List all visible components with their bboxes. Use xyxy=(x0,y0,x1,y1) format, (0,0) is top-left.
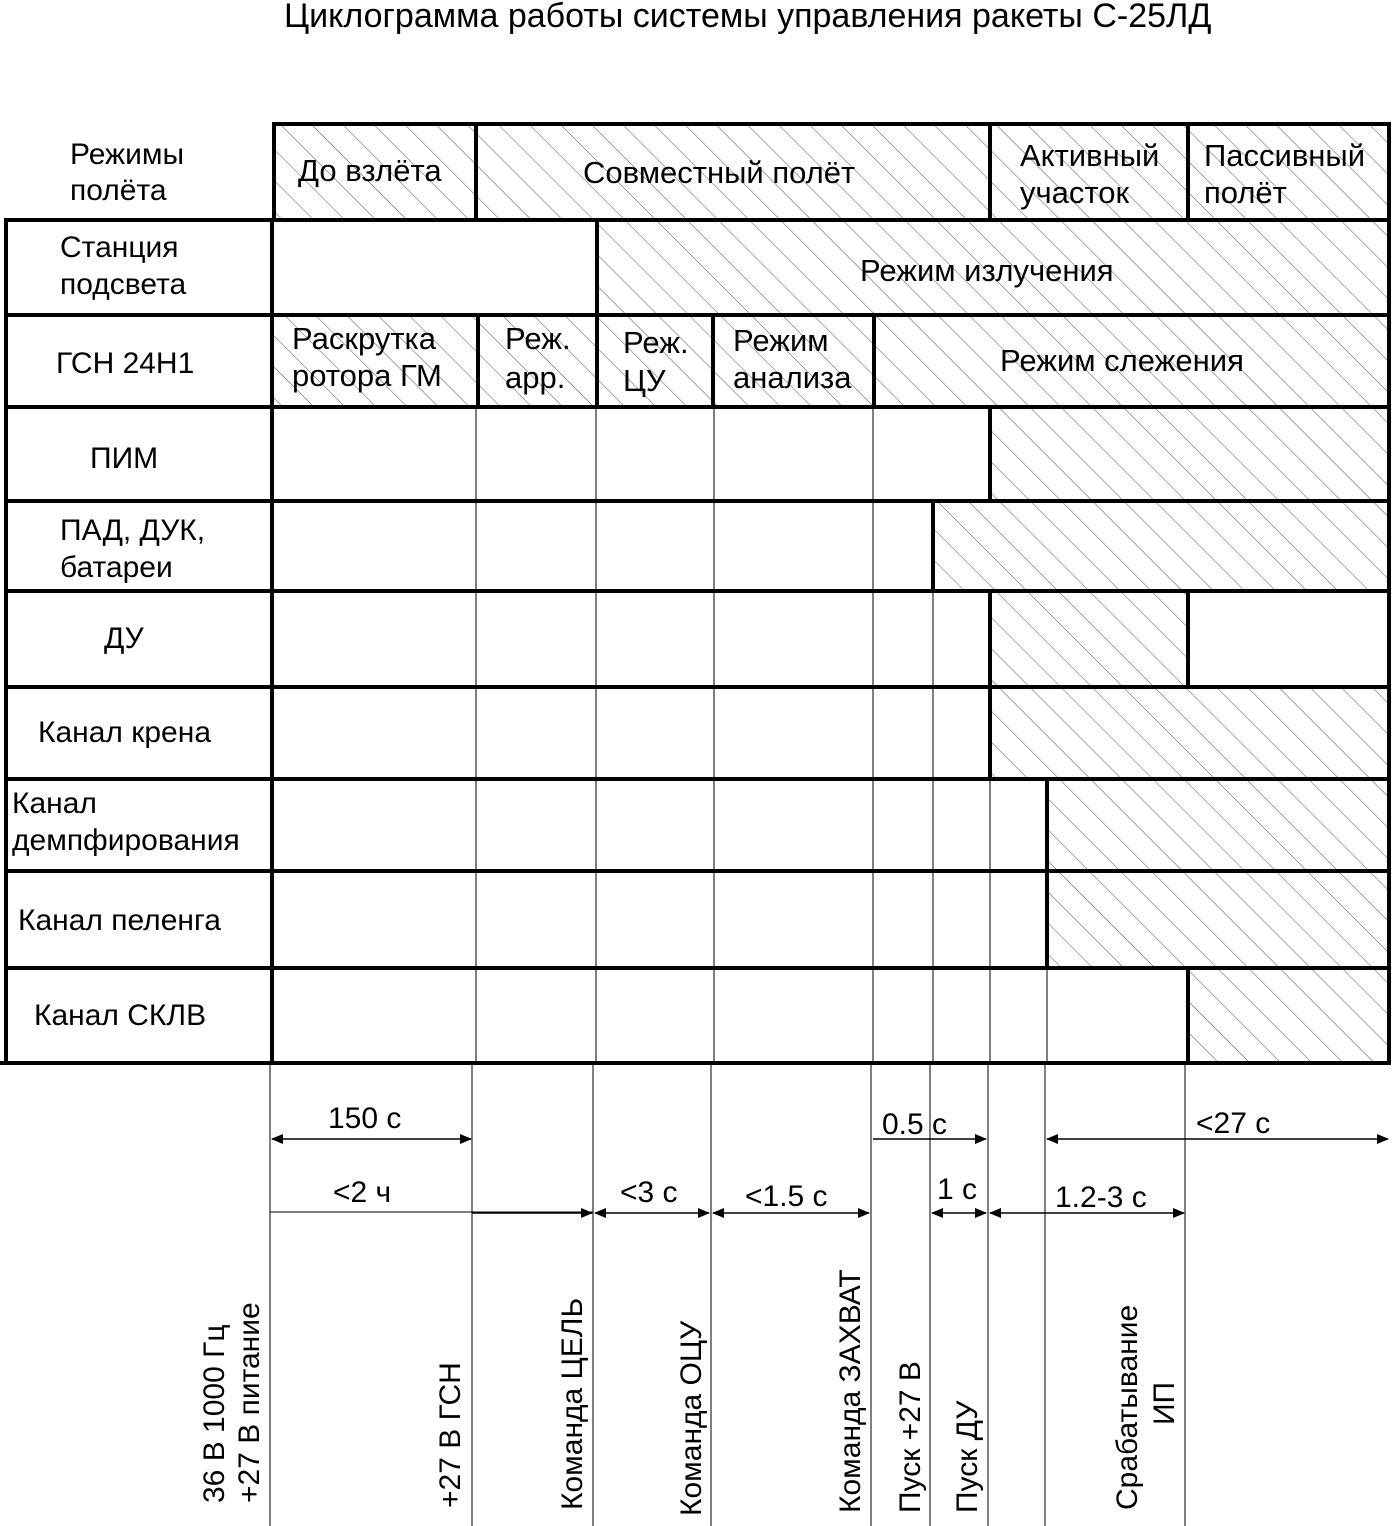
dim-150s: 150 с xyxy=(328,1102,402,1135)
label-pim: ПИМ xyxy=(90,442,159,475)
mode-passive-1: Пассивный xyxy=(1204,138,1366,173)
label-damping-1: Канал xyxy=(12,787,97,820)
hatch-damping xyxy=(1047,779,1389,871)
dim-3s: <3 с xyxy=(620,1176,678,1209)
event-ip-1: Срабатывание xyxy=(1111,1304,1144,1510)
hatch-pim xyxy=(990,407,1389,501)
event-labels xyxy=(198,1269,1181,1516)
mode-active-1: Активный xyxy=(1020,138,1160,173)
seeker-arr-1: Реж. xyxy=(505,321,571,356)
seeker-arr-2: арр. xyxy=(505,360,566,395)
event-gsn: +27 В ГСН xyxy=(434,1362,467,1508)
hatch-du xyxy=(990,591,1188,687)
label-sklv: Канал СКЛВ xyxy=(34,999,207,1032)
dim-27s: <27 с xyxy=(1196,1107,1271,1140)
event-power-1: 36 В 1000 Гц xyxy=(198,1324,231,1503)
label-illumination-1: Станция xyxy=(60,231,179,264)
seeker-cu-1: Реж. xyxy=(623,325,689,360)
seeker-spinup-1: Раскрутка xyxy=(292,321,437,356)
label-seeker: ГСН 24Н1 xyxy=(56,347,195,380)
seeker-cu-2: ЦУ xyxy=(623,363,666,398)
label-flight-modes-2: полёта xyxy=(70,174,167,207)
diagram-title: Циклограмма работы системы управления ракеты С-25ЛД xyxy=(284,0,1212,35)
row-labels xyxy=(12,138,240,1032)
label-bearing: Канал пеленга xyxy=(18,904,221,937)
hatch-pad xyxy=(933,501,1389,591)
mode-passive-2: полёт xyxy=(1204,175,1287,210)
mode-joint-flight: Совместный полёт xyxy=(583,155,856,190)
label-pad-2: батареи xyxy=(60,551,173,584)
dim-2h: <2 ч xyxy=(333,1176,392,1209)
dim-1s: 1 с xyxy=(937,1173,978,1206)
hatch-sklv xyxy=(1188,968,1389,1063)
event-launch-du: Пуск ДУ xyxy=(951,1400,984,1513)
dim-123s: 1.2-3 с xyxy=(1055,1181,1147,1214)
event-ip-2: ИП xyxy=(1148,1381,1181,1425)
dimension-arrows xyxy=(272,1139,1388,1213)
event-capture: Команда ЗАХВАТ xyxy=(834,1269,867,1513)
label-roll: Канал крена xyxy=(38,716,211,749)
event-launch27: Пуск +27 В xyxy=(894,1361,927,1513)
event-power-2: +27 В питание xyxy=(233,1302,266,1503)
label-damping-2: демпфирования xyxy=(12,824,240,857)
dim-05s: 0.5 с xyxy=(882,1108,948,1141)
seeker-analysis-1: Режим xyxy=(733,323,829,358)
dim-15s: <1.5 с xyxy=(745,1180,828,1213)
label-pad-1: ПАД, ДУК, xyxy=(60,514,206,547)
hatch-bearing xyxy=(1047,871,1389,968)
event-ocu: Команда ОЦУ xyxy=(675,1320,708,1516)
label-flight-modes-1: Режимы xyxy=(70,138,185,171)
hatched-regions xyxy=(274,124,1389,1063)
event-target: Команда ЦЕЛЬ xyxy=(556,1297,589,1510)
dimension-labels xyxy=(328,1102,1270,1214)
mode-active-2: участок xyxy=(1020,175,1130,210)
label-du: ДУ xyxy=(104,622,144,655)
label-illumination-2: подсвета xyxy=(60,268,187,301)
seeker-analysis-2: анализа xyxy=(733,360,852,395)
illumination-emission: Режим излучения xyxy=(860,253,1114,288)
seeker-spinup-2: ротора ГМ xyxy=(292,358,442,393)
hatch-roll xyxy=(990,687,1389,779)
mode-before-takeoff: До взлёта xyxy=(298,153,442,188)
seeker-tracking: Режим слежения xyxy=(1000,343,1244,378)
